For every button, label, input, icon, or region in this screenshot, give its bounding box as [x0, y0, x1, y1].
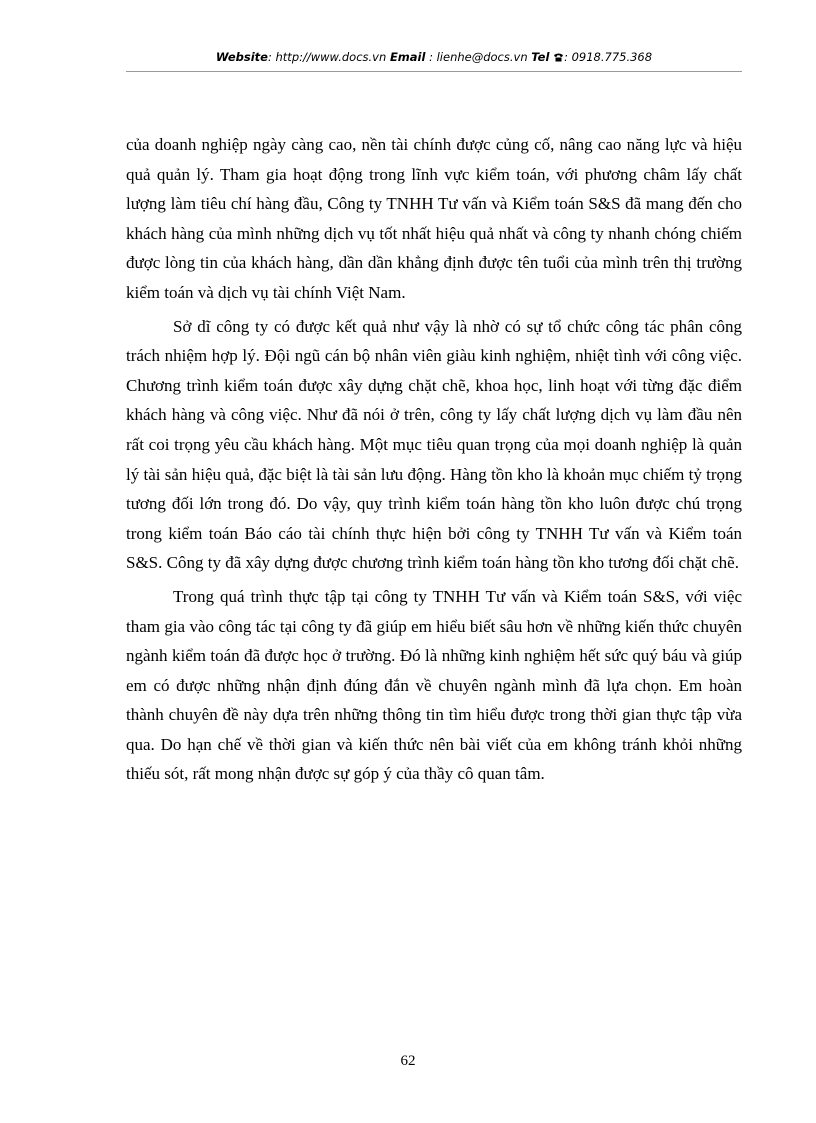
page-number: 62: [400, 1053, 416, 1069]
phone-icon: [553, 52, 564, 62]
website-label: Website: [215, 50, 268, 64]
email-label: Email: [389, 50, 426, 64]
header-rule: [126, 71, 742, 72]
tel-value: : 0918.775.368: [564, 50, 653, 64]
paragraph-3: Trong quá trình thực tập tại công ty TNHH Tư vấn và Kiểm toán S&S, với việc tham gia vào công tác tại công ty đã giúp em hiểu biết sâu hơn về những kiến thức chuyên ngành kiểm toán đã được học ở trường. Đó là những kinh nghiệm hết sức quý báu và giúp em có được những nhận định đúng đắn về chuyên ngành mình đã lựa chọn. Em hoàn thành chuyên đề này dựa trên những thông tin tìm hiểu được trong thời gian thực tập vừa qua. Do hạn chế về thời gian và kiến thức nên bài viết của em không tránh khỏi những thiếu sót, rất mong nhận được sự góp ý của thầy cô quan tâm.: [126, 586, 742, 784]
page-header: [126, 50, 742, 64]
paragraph-1: của doanh nghiệp ngày càng cao, nền tài chính được củng cố, nâng cao năng lực và hiệu quả quản lý. Tham gia hoạt động trong lĩnh vực kiểm toán, với phương châm lấy chất lượng làm tiêu chí hàng đầu, Công ty TNHH Tư vấn và Kiểm toán S&S đã mang đến cho khách hàng của mình những dịch vụ tốt nhất hiệu quả nhất và công ty nhanh chóng chiếm được lòng tin của khách hàng, dần dần khẳng định được tên tuổi của mình trên thị trường kiểm toán và dịch vụ tài chính Việt Nam.: [126, 135, 742, 302]
website-value: : http://www.docs.vn: [267, 50, 387, 64]
tel-label: Tel: [531, 50, 550, 64]
paragraph-2: Sở dĩ công ty có được kết quả như vậy là nhờ có sự tổ chức công tác phân công trách nhiệm hợp lý. Đội ngũ cán bộ nhân viên giàu kinh nghiệm, nhiệt tình với công việc. Chương trình kiểm toán được xây dựng chặt chẽ, khoa học, linh hoạt với từng đặc điểm khách hàng và công việc. Như đã nói ở trên, công ty lấy chất lượng dịch vụ làm đầu nên rất coi trọng yêu cầu khách hàng. Một mục tiêu quan trọng của mọi doanh nghiệp là quản lý tài sản hiệu quả, đặc biệt là tài sản lưu động. Hàng tồn kho là khoản mục chiếm tỷ trọng tương đối lớn trong đó. Do vậy, quy trình kiểm toán hàng tồn kho luôn được chú trọng trong kiểm toán Báo cáo tài chính thực hiện bởi công ty TNHH Tư vấn và Kiểm toán S&S. Công ty đã xây dựng được chương trình kiểm toán hàng tồn kho tương đối chặt chẽ.: [126, 316, 742, 573]
body-text: [126, 130, 742, 793]
email-value: : lienhe@docs.vn: [429, 50, 528, 64]
